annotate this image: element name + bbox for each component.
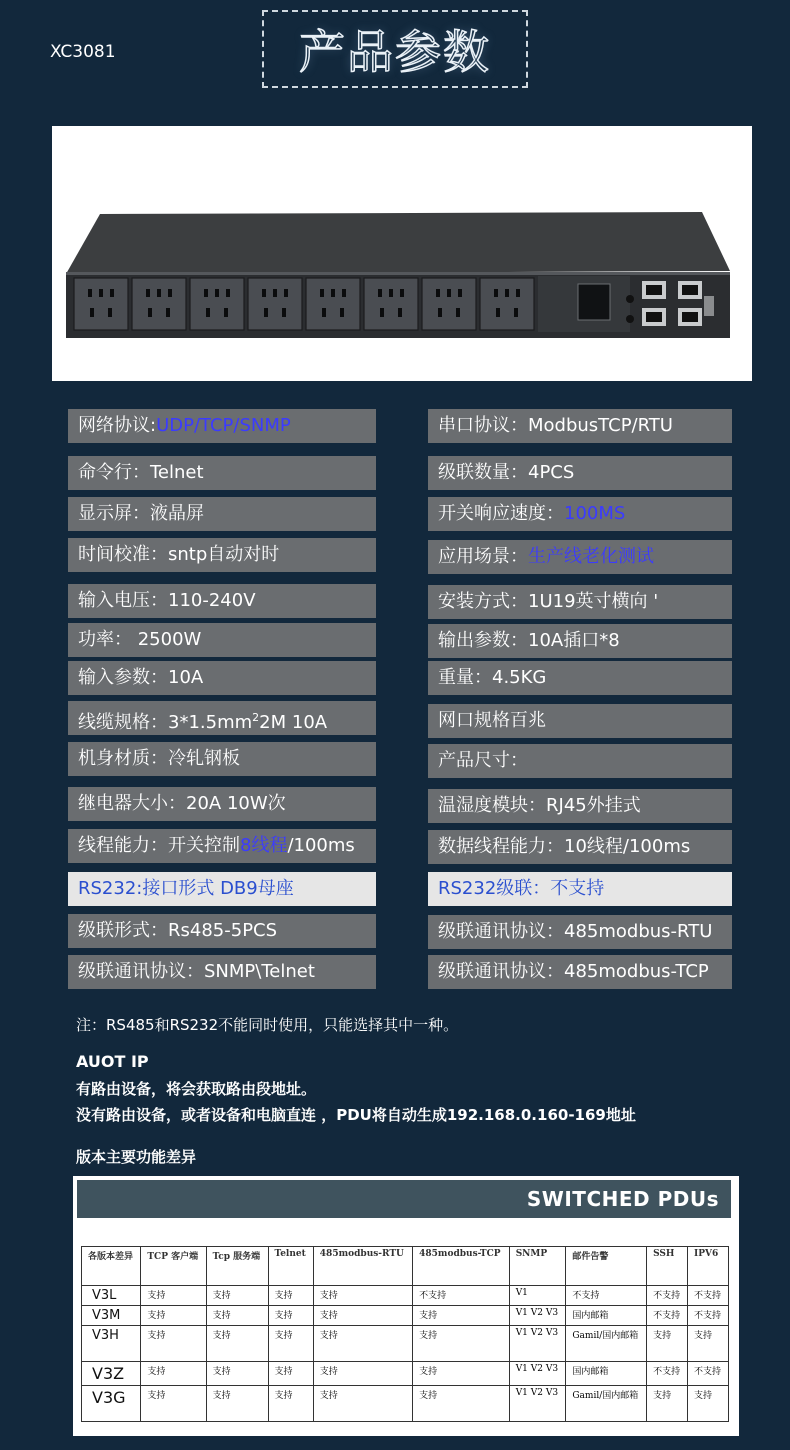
product-photo	[52, 126, 752, 381]
spec-label: 数据线程能力：10线程/100ms	[438, 836, 691, 857]
spec-item	[428, 661, 732, 695]
table-cell: V1 V2 V3	[509, 1386, 566, 1422]
spec-item	[68, 955, 376, 989]
table-cell: 国内邮箱	[566, 1362, 647, 1386]
table-cell: 支持	[268, 1362, 313, 1386]
table-header-cell: Tcp 服务端	[206, 1247, 268, 1286]
table-row	[82, 1386, 729, 1422]
table-cell: 支持	[206, 1326, 268, 1362]
table-cell: 支持	[206, 1362, 268, 1386]
table-cell: 不支持	[647, 1306, 688, 1326]
table-header-cell: Telnet	[268, 1247, 313, 1286]
outlet-socket	[248, 278, 302, 330]
spec-value: 生产线老化测试	[528, 546, 654, 567]
table-cell: 支持	[141, 1286, 206, 1306]
spec-item	[428, 789, 732, 823]
spec-item	[428, 915, 732, 949]
version-comparison-image	[73, 1176, 739, 1436]
spec-label: 时间校准：sntp自动对时	[78, 544, 280, 565]
spec-label: 安装方式：1U19英寸横向 '	[438, 591, 659, 612]
spec-item	[428, 955, 732, 989]
table-cell: 不支持	[647, 1286, 688, 1306]
spec-label: 显示屏：液晶屏	[78, 503, 204, 524]
table-cell: 支持	[413, 1306, 510, 1326]
spec-label: RS232:接口形式 DB9母座	[78, 878, 294, 899]
version-table	[81, 1246, 729, 1422]
spec-label: 线程能力：开关控制	[78, 835, 240, 856]
spec-value: UDP/TCP/SNMP	[156, 415, 291, 436]
spec-item	[428, 540, 732, 574]
table-cell: V1 V2 V3	[509, 1326, 566, 1362]
spec-label: 网口规格百兆	[438, 710, 546, 731]
spec-item	[68, 538, 376, 572]
spec-label: 温湿度模块：RJ45外挂式	[438, 795, 641, 816]
spec-item	[68, 742, 376, 776]
version-cell: V3H	[82, 1326, 141, 1362]
spec-label: 级联数量：4PCS	[438, 462, 575, 483]
table-cell: 支持	[687, 1386, 728, 1422]
auto-ip-line1: 有路由设备，将会获取路由段地址。	[76, 1080, 317, 1098]
table-cell: V1	[509, 1286, 566, 1306]
spec-label: 重量：4.5KG	[438, 667, 547, 688]
table-row	[82, 1306, 729, 1326]
table-cell: 支持	[413, 1362, 510, 1386]
table-cell: Gamil/国内邮箱	[566, 1326, 647, 1362]
spec-label: 串口协议：ModbusTCP/RTU	[438, 415, 673, 436]
spec-item	[428, 704, 732, 738]
table-cell: 支持	[687, 1326, 728, 1362]
table-cell: 不支持	[687, 1362, 728, 1386]
spec-item	[428, 456, 732, 490]
spec-item	[428, 409, 732, 443]
outlet-socket	[480, 278, 534, 330]
spec-label: 级联形式：Rs485-5PCS	[78, 920, 278, 941]
spec-label: 输入电压：110-240V	[78, 590, 256, 611]
table-banner: SWITCHED PDUs	[77, 1180, 731, 1218]
table-cell: 支持	[141, 1326, 206, 1362]
version-cell: V3L	[82, 1286, 141, 1306]
spec-value: 8线程	[240, 835, 288, 856]
table-header-cell: 邮件告警	[566, 1247, 647, 1286]
spec-item	[428, 872, 732, 906]
table-header-cell: 各版本差异	[82, 1247, 141, 1286]
table-cell: 支持	[268, 1286, 313, 1306]
table-row	[82, 1286, 729, 1306]
table-header-cell: 485modbus-TCP	[413, 1247, 510, 1286]
table-cell: 支持	[313, 1386, 412, 1422]
spec-label: 应用场景：	[438, 546, 528, 567]
spec-item	[68, 456, 376, 490]
table-cell: 支持	[141, 1362, 206, 1386]
auto-ip-line2: 没有路由设备，或者设备和电脑直连 ，PDU将自动生成192.168.0.160-169地址	[76, 1106, 636, 1124]
table-cell: 支持	[313, 1362, 412, 1386]
table-cell: 支持	[206, 1286, 268, 1306]
spec-label: 网络协议:	[78, 415, 157, 436]
model-label: XC3081	[50, 42, 116, 62]
spec-value: 100MS	[564, 503, 626, 524]
table-header-cell: TCP 客户端	[141, 1247, 206, 1286]
spec-item	[68, 661, 376, 695]
table-cell: 支持	[268, 1386, 313, 1422]
spec-label: 机身材质：冷轧钢板	[78, 748, 240, 769]
rs485-note: 注：RS485和RS232不能同时使用，只能选择其中一种。	[76, 1016, 459, 1034]
table-header-cell: 485modbus-RTU	[313, 1247, 412, 1286]
table-cell: 支持	[413, 1386, 510, 1422]
auto-ip-title: AUOT IP	[76, 1052, 149, 1071]
table-cell: Gamil/国内邮箱	[566, 1386, 647, 1422]
version-cell: V3G	[82, 1386, 141, 1422]
spec-item	[428, 830, 732, 864]
spec-item	[428, 624, 732, 658]
version-cell: V3M	[82, 1306, 141, 1326]
table-cell: V1 V2 V3	[509, 1362, 566, 1386]
table-cell: 不支持	[413, 1286, 510, 1306]
table-header-row	[82, 1247, 729, 1286]
spec-item	[428, 744, 732, 778]
spec-superscript: 2	[252, 711, 260, 724]
outlet-socket	[364, 278, 418, 330]
table-cell: 支持	[141, 1386, 206, 1422]
table-header-cell: IPV6	[687, 1247, 728, 1286]
spec-label: 产品尺寸：	[438, 750, 528, 771]
spec-item	[68, 829, 376, 863]
table-row	[82, 1362, 729, 1386]
spec-item	[428, 585, 732, 619]
table-cell: 国内邮箱	[566, 1306, 647, 1326]
spec-label: 输入参数：10A	[78, 667, 204, 688]
spec-tail: /100ms	[287, 835, 355, 856]
table-cell: 支持	[647, 1386, 688, 1422]
table-cell: 不支持	[566, 1286, 647, 1306]
spec-item	[68, 872, 376, 906]
spec-label: 开关响应速度：	[438, 503, 564, 524]
spec-label: 功率： 2500W	[78, 629, 202, 650]
spec-label: 级联通讯协议：485modbus-TCP	[438, 961, 709, 982]
spec-tail: 2M 10A	[259, 712, 328, 733]
pdu-device-image	[52, 126, 752, 381]
spec-item	[68, 623, 376, 657]
outlet-socket	[190, 278, 244, 330]
table-cell: 支持	[647, 1326, 688, 1362]
spec-label: 输出参数：10A插口*8	[438, 630, 620, 651]
table-cell: 不支持	[687, 1286, 728, 1306]
table-row	[82, 1326, 729, 1362]
table-cell: 支持	[413, 1326, 510, 1362]
table-cell: 支持	[206, 1386, 268, 1422]
version-diff-title: 版本主要功能差异	[76, 1148, 197, 1166]
spec-item	[68, 497, 376, 531]
outlet-socket	[132, 278, 186, 330]
version-cell: V3Z	[82, 1362, 141, 1386]
spec-label: 命令行：Telnet	[78, 462, 204, 483]
spec-item	[68, 409, 376, 443]
page-title: 产品参数	[299, 25, 491, 79]
table-header-cell: SNMP	[509, 1247, 566, 1286]
spec-label: 级联通讯协议：SNMP\Telnet	[78, 961, 315, 982]
table-cell: 支持	[313, 1306, 412, 1326]
table-cell: 支持	[141, 1306, 206, 1326]
table-cell: 支持	[268, 1306, 313, 1326]
table-cell: 支持	[313, 1326, 412, 1362]
spec-label: 线缆规格：3*1.5mm	[78, 712, 253, 733]
table-cell: 支持	[268, 1326, 313, 1362]
title-frame	[262, 10, 528, 88]
table-cell: V1 V2 V3	[509, 1306, 566, 1326]
table-cell: 支持	[313, 1286, 412, 1306]
outlet-socket	[74, 278, 128, 330]
spec-item	[68, 701, 376, 735]
table-cell: 不支持	[687, 1306, 728, 1326]
spec-item	[68, 914, 376, 948]
outlet-socket	[422, 278, 476, 330]
table-cell: 不支持	[647, 1362, 688, 1386]
spec-label: 级联通讯协议：485modbus-RTU	[438, 921, 713, 942]
outlet-socket	[306, 278, 360, 330]
table-header-cell: SSH	[647, 1247, 688, 1286]
spec-label: 继电器大小：20A 10W次	[78, 793, 286, 814]
spec-item	[428, 497, 732, 531]
spec-label: RS232级联：不支持	[438, 878, 605, 899]
spec-item	[68, 584, 376, 618]
table-cell: 支持	[206, 1306, 268, 1326]
spec-item	[68, 787, 376, 821]
